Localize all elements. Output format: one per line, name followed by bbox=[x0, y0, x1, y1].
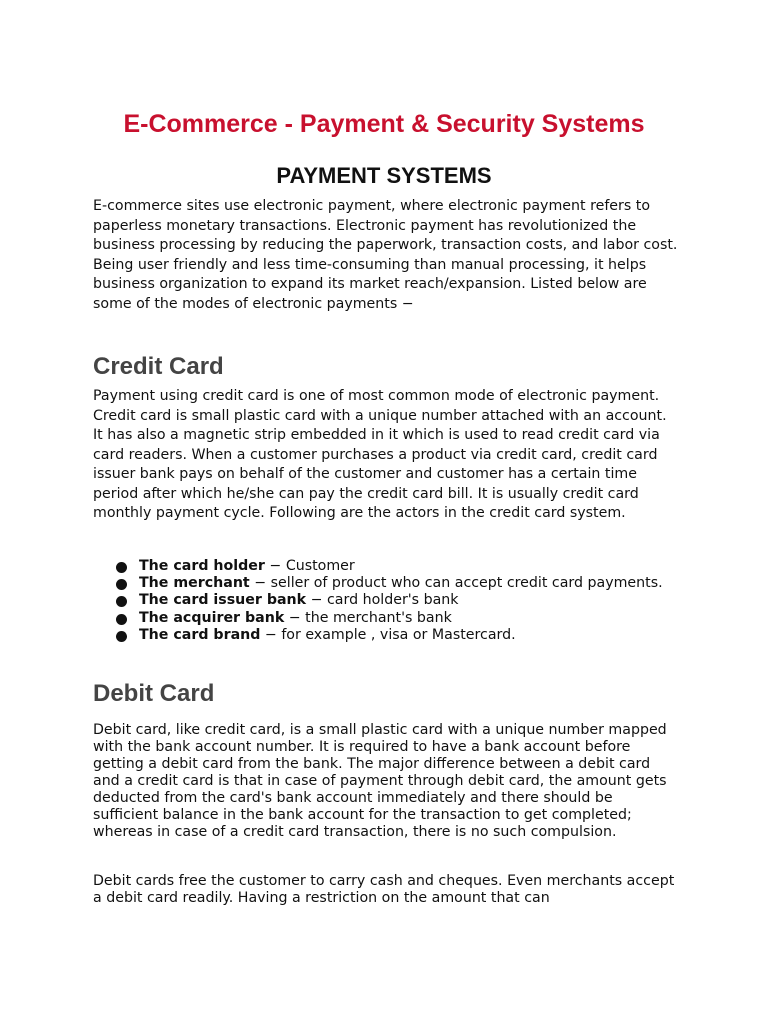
actor-term: The card issuer bank bbox=[139, 592, 307, 609]
debit-card-paragraph-2: Debit cards free the customer to carry cash and cheques. Even merchants accept a debit card readily. Having a restriction on the amount that can bbox=[93, 873, 675, 906]
actor-description: − card holder's bank bbox=[306, 592, 459, 609]
bullet-icon bbox=[116, 614, 127, 625]
list-item bbox=[116, 575, 676, 592]
credit-card-actors-list bbox=[116, 558, 676, 644]
bullet-icon bbox=[116, 596, 127, 607]
section-title: PAYMENT SYSTEMS bbox=[276, 163, 492, 188]
debit-card-paragraph-1: Debit card, like credit card, is a small plastic card with a unique number mapped with the bank account number. It is required to have a bank account before getting a debit card from the bank. The major difference between a debit card and a credit card is that in case of payment through debit card, the amount gets deducted from the card's bank account immediately and there should be sufficient balance in the bank account for the transaction to get completed; whereas in case of a credit card transaction, there is no such compulsion. bbox=[93, 722, 667, 840]
actor-description: − for example , visa or Mastercard. bbox=[260, 626, 516, 643]
actor-term: The card brand bbox=[139, 626, 261, 643]
actor-description: − Customer bbox=[264, 558, 355, 574]
actor-term: The merchant bbox=[139, 575, 250, 592]
bullet-icon bbox=[116, 631, 127, 642]
actor-term: The acquirer bank bbox=[139, 609, 285, 626]
intro-paragraph: E-commerce sites use electronic payment, where electronic payment refers to paperless monetary transactions. Electronic payment has revolutionized the business processing by reducing the paperwork, transaction costs, and labor cost. Being user friendly and less time-consuming than manual processing, it helps business organization to expand its market reach/expansion. Listed below are some of the modes of electronic payments − bbox=[93, 198, 678, 312]
list-item bbox=[116, 592, 676, 609]
bullet-icon bbox=[116, 562, 127, 573]
document-title: E-Commerce - Payment & Security Systems bbox=[123, 110, 645, 138]
credit-card-heading: Credit Card bbox=[93, 353, 224, 380]
bullet-icon bbox=[116, 579, 127, 590]
actor-description: − seller of product who can accept credit card payments. bbox=[249, 575, 663, 592]
list-item bbox=[116, 558, 676, 575]
list-item bbox=[116, 627, 676, 644]
debit-card-heading: Debit Card bbox=[93, 680, 215, 707]
list-item bbox=[116, 610, 676, 627]
credit-card-paragraph: Payment using credit card is one of most common mode of electronic payment. Credit card is small plastic card with a unique number attached with an account. It has also a magnetic strip embedded in it which is used to read credit card via card readers. When a customer purchases a product via credit card, credit card issuer bank pays on behalf of the customer and customer has a certain time period after which he/she can pay the credit card bill. It is usually credit card monthly payment cycle. Following are the actors in the credit card system. bbox=[93, 388, 667, 521]
actor-description: − the merchant's bank bbox=[284, 609, 452, 626]
actor-term: The card holder bbox=[139, 558, 265, 574]
